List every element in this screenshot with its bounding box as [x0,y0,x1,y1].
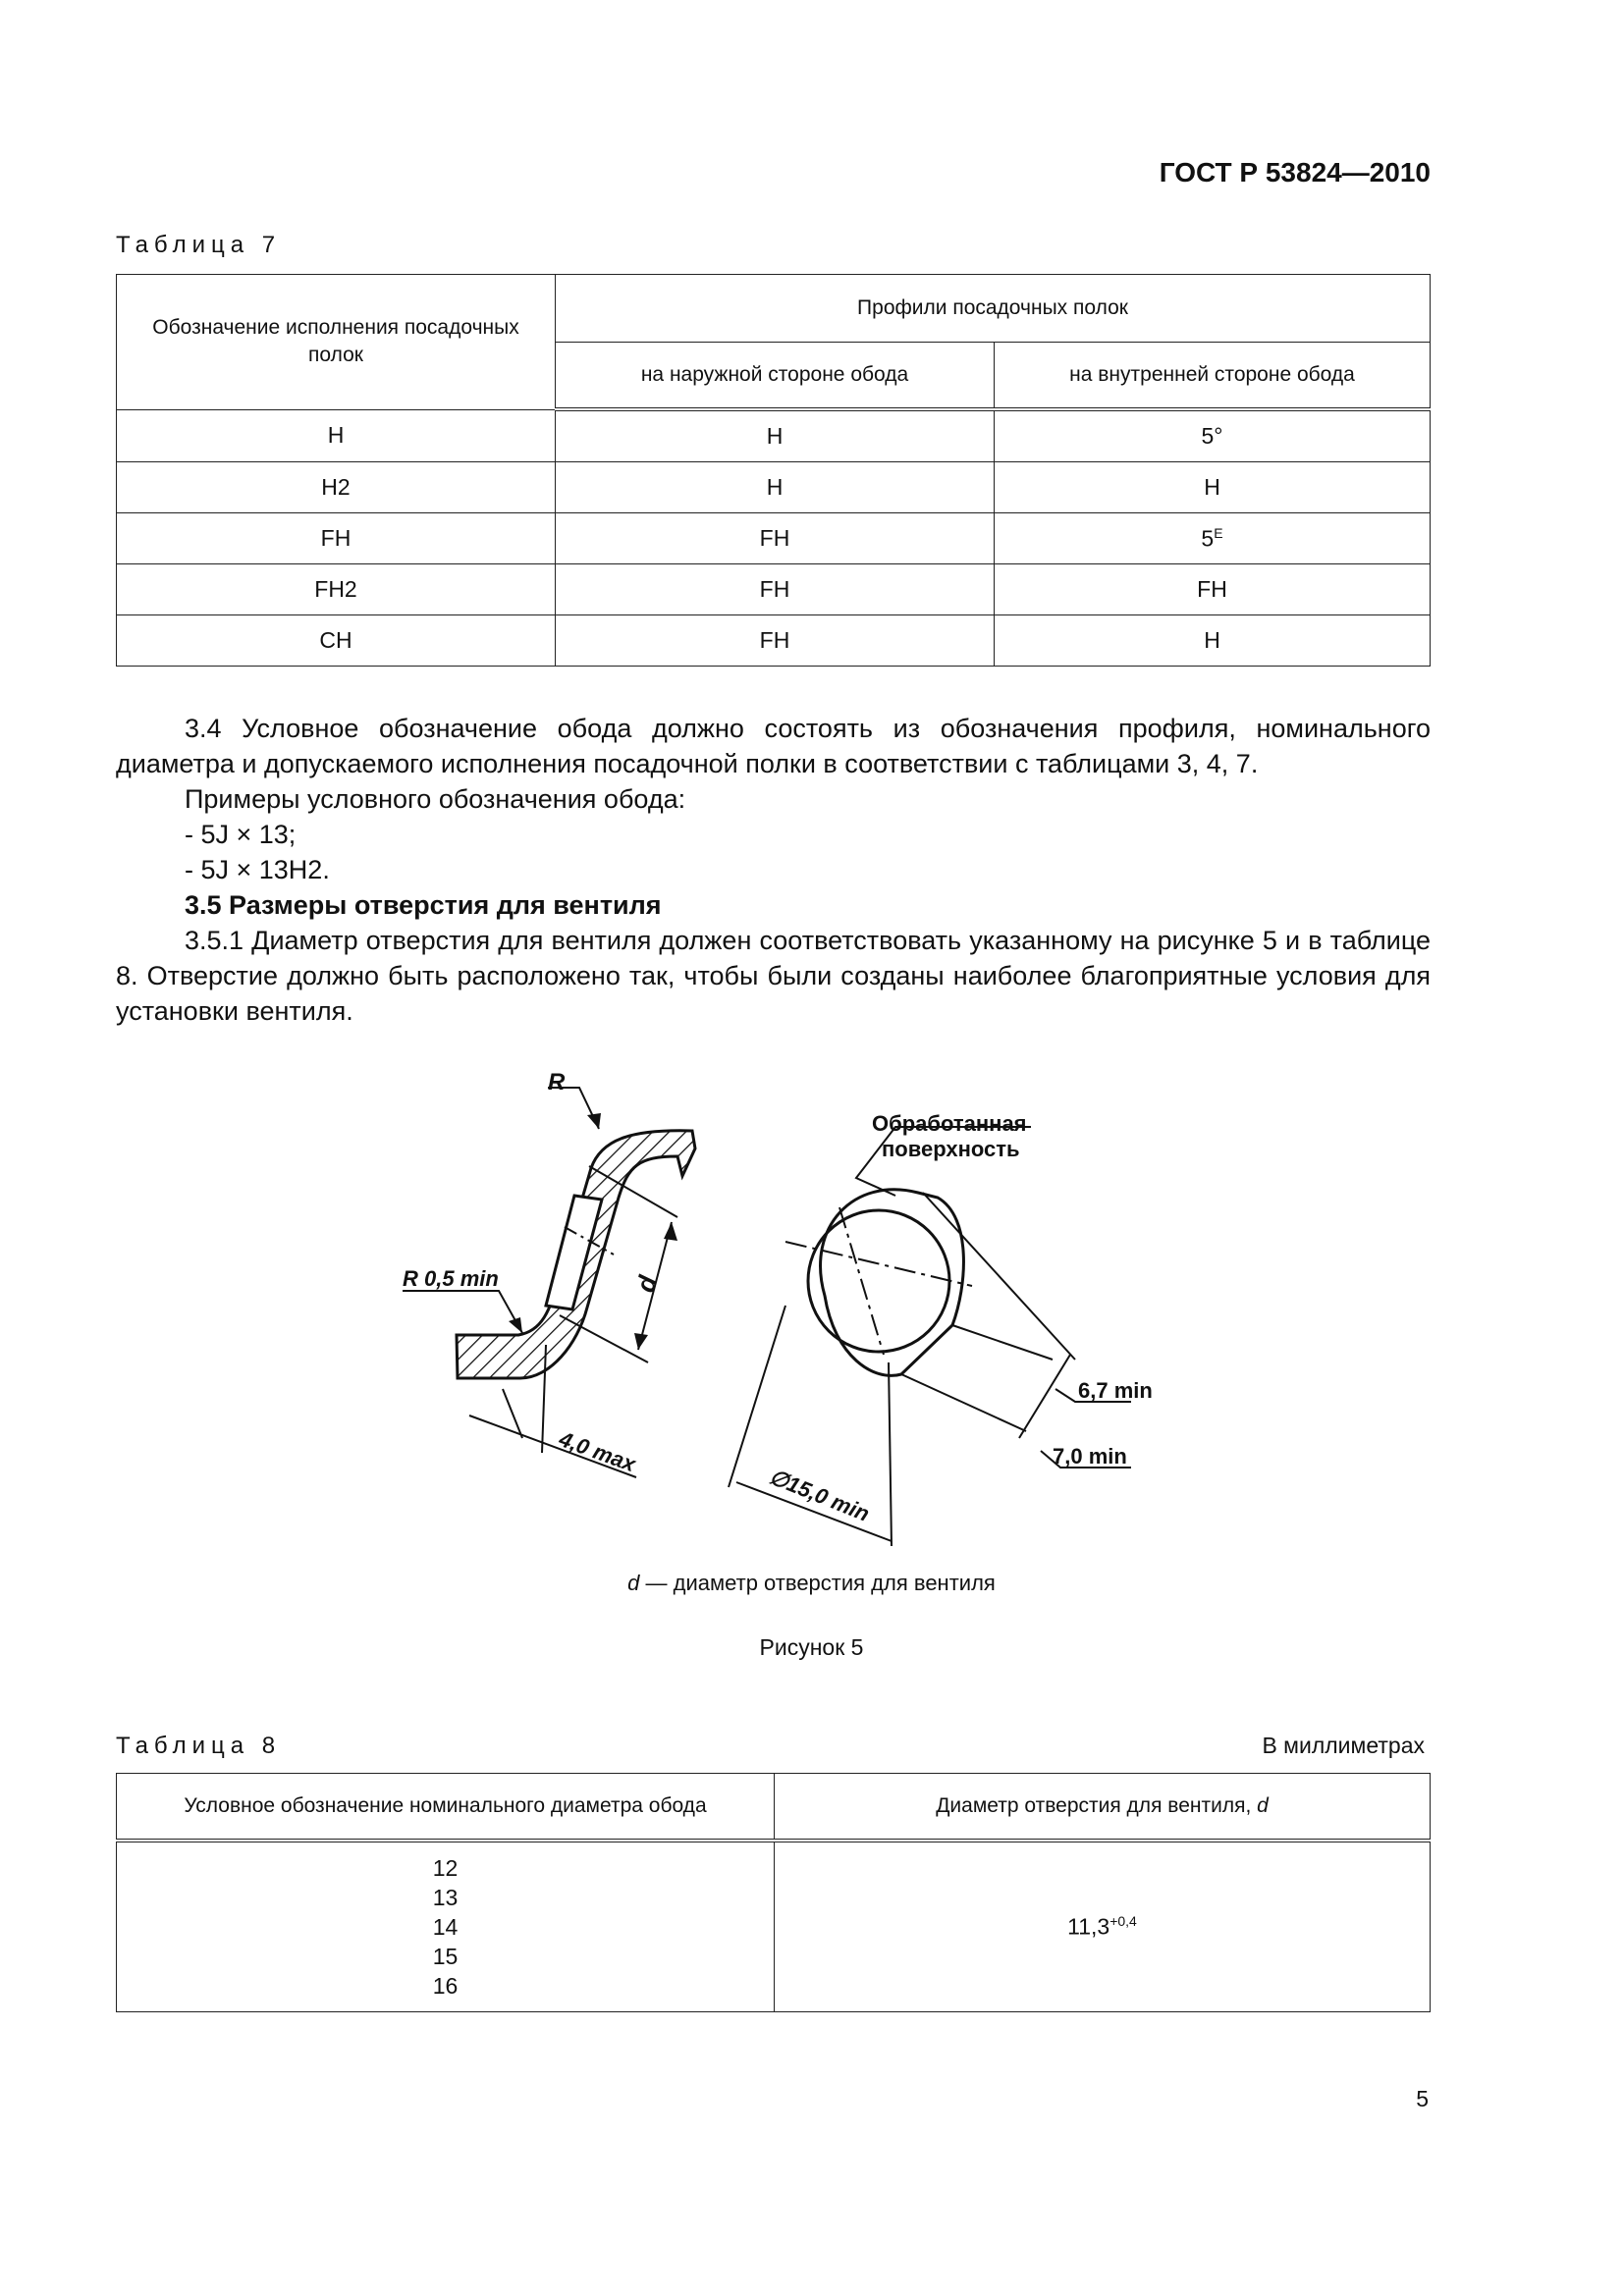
label-surface-2: поверхность [882,1137,1020,1161]
label-r: R [548,1069,566,1095]
dim-extension [923,1193,1075,1360]
list-item: 16 [432,1973,459,1999]
example-1: - 5J × 13; [185,820,297,849]
table-cell: CH [117,615,556,667]
examples-intro: Примеры условного обозначения обода: [185,784,686,814]
table8-col1-header: Условное обозначение номинального диаметра обода [117,1774,775,1842]
table-cell: FH2 [117,564,556,615]
table-cell: FH [556,513,995,564]
label-surface-1: Обработанная [872,1111,1027,1136]
table-cell: FH [117,513,556,564]
list-item: 14 [432,1914,459,1940]
table-row [117,513,1431,564]
table8-caption: Таблица 8 [116,1733,282,1759]
table8-units: В миллиметрах [1262,1733,1425,1758]
list-item: 13 [432,1885,459,1910]
figure-title: Рисунок 5 [759,1634,864,1660]
label-15min: ∅15,0 min [766,1464,873,1526]
hole-diameter-value: $11,3^{+0,4}$ [775,1841,1431,2012]
label-67min: 6,7 min [1078,1378,1153,1403]
diameter-list [117,1841,775,2012]
table7-caption: Таблица 7 [116,232,282,258]
table-row [117,564,1431,615]
table-cell: FH [556,615,995,667]
table-cell: FH [556,564,995,615]
table-cell: 5° [995,409,1431,462]
leader-r-min [403,1291,522,1333]
table-row [117,615,1431,667]
table7-col1-header: Обозначение исполнения посадочных полок [117,275,556,410]
center-line [839,1207,884,1355]
dim-extension [952,1325,1053,1360]
section-3-5-heading: 3.5 Размеры отверстия для вентиля [185,890,662,920]
hole-circle [808,1210,949,1352]
dim-extension [889,1362,892,1546]
label-70min: 7,0 min [1053,1444,1127,1468]
table-cell: H [556,462,995,513]
table7-inner-header: на внутренней стороне обода [995,343,1431,410]
dim-extension [729,1306,785,1487]
list-item: 15 [432,1944,459,1969]
table-cell: H [995,615,1431,667]
table-cell: H [556,409,995,462]
table7 [116,274,1431,667]
section-3-4-text: 3.4 Условное обозначение обода должно состоять из обозначения профиля, номинального диаметра и допускаемого исполнения посадочной полки в соответствии с таблицами 3, 4, 7. [116,714,1431,778]
center-line [785,1242,972,1286]
label-r-min: R 0,5 min [403,1266,499,1291]
label-4max: 4,0 max [556,1426,639,1477]
label-d: d [629,1272,663,1296]
dim-line-7min [1019,1355,1070,1438]
table7-outer-header: на наружной стороне обода [556,343,995,410]
table7-group-header: Профили посадочных полок [556,275,1431,343]
table-cell: FH [995,564,1431,615]
table-row [117,409,1431,462]
table-cell: $5^E$ [995,513,1431,564]
table-cell: H [995,462,1431,513]
document-code: ГОСТ Р 53824—2010 [1159,157,1431,187]
section-3-5-1-text: 3.5.1 Диаметр отверстия для вентиля должен соответствовать указанному на рисунке 5 и в таблице 8. Отверстие должно быть расположено так, чтобы были созданы наиболее благоприятные условия для установки вентиля. [116,926,1431,1026]
table-cell: H [117,409,556,462]
page-number: 5 [1416,2086,1429,2111]
table-cell: H2 [117,462,556,513]
example-2: - 5J × 13H2. [185,855,330,884]
table8 [116,1773,1431,2012]
table-row [117,1841,1431,2012]
table8-col2-header: Диаметр отверстия для вентиля, d [775,1774,1431,1842]
valve-hole-view [785,1190,972,1376]
dim-extension [901,1374,1026,1431]
list-item: 12 [432,1855,459,1881]
figure-5-drawing [0,1050,1623,1561]
table-row [117,462,1431,513]
figure-legend: d — диаметр отверстия для вентиля [627,1571,996,1595]
